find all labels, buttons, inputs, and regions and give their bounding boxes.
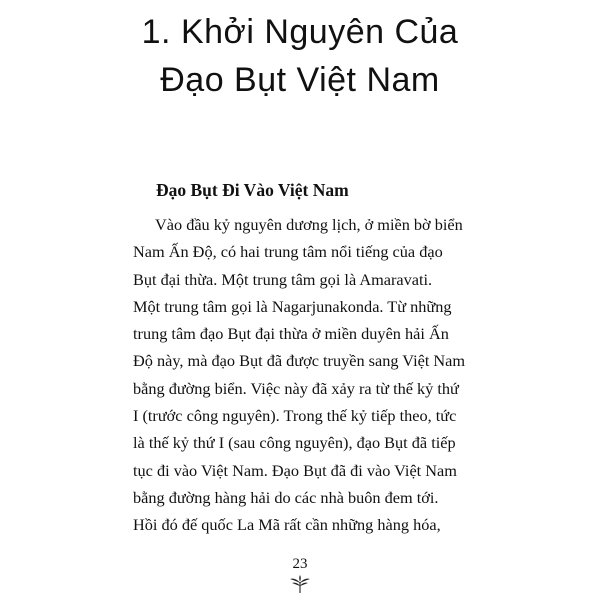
- bamboo-leaf-icon: [288, 574, 312, 594]
- body-line: Độ này, mà đạo Bụt đã được truyền sang Việt Nam: [133, 351, 466, 371]
- chapter-title: [0, 8, 600, 104]
- body-line: trung tâm đạo Bụt đại thừa ở miền duyên hải Ấn: [133, 324, 449, 344]
- body-paragraph: [133, 211, 473, 539]
- body-line: Một trung tâm gọi là Nagarjunakonda. Từ những: [133, 296, 452, 316]
- chapter-title-line-1: 1. Khởi Nguyên Của: [141, 13, 459, 51]
- body-line: tục đi vào Việt Nam. Đạo Bụt đã đi vào Việt Nam: [133, 460, 457, 480]
- body-line: Hồi đó đế quốc La Mã rất cần những hàng hóa,: [133, 515, 441, 535]
- body-line: Nam Ấn Độ, có hai trung tâm nổi tiếng của đạo: [133, 242, 443, 262]
- body-line: Bụt đại thừa. Một trung tâm gọi là Amaravati.: [133, 269, 433, 289]
- chapter-title-line-2: Đạo Bụt Việt Nam: [160, 61, 440, 99]
- section-heading: Đạo Bụt Đi Vào Việt Nam: [156, 180, 349, 200]
- page-number: 23: [292, 556, 308, 572]
- body-line: bằng đường biển. Việc này đã xảy ra từ thế kỷ thứ: [133, 378, 459, 398]
- body-line: là thế kỷ thứ I (sau công nguyên), đạo Bụt đã tiếp: [133, 433, 456, 453]
- body-line: bằng đường hàng hải do các nhà buôn đem tới.: [133, 487, 439, 507]
- body-line: I (trước công nguyên). Trong thế kỷ tiếp theo, tức: [133, 406, 457, 426]
- body-line: Vào đầu kỷ nguyên dương lịch, ở miền bờ biển: [155, 215, 463, 234]
